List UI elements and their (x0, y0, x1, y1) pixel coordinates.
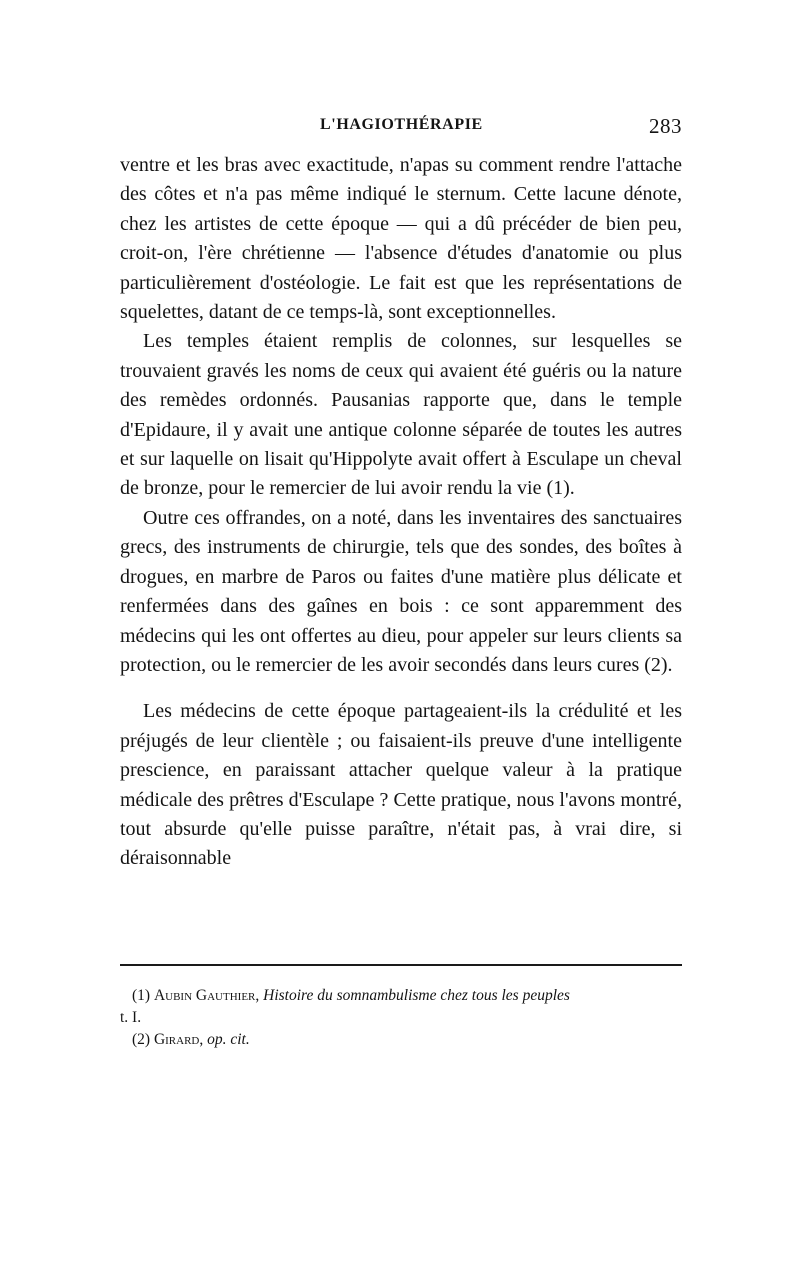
paragraph-continuation: ventre et les bras avec exactitude, n'apas su comment rendre l'attache des côtes et n'a pas même indiqué le sternum. Cette lacune dénote, chez les artistes de cette époque — qui a dû précéder de bien peu, croit-on, l'ère chrétienne — l'absence d'études d'anatomie ou plus particulièrement d'ostéologie. Le fait est que les représentations de squelettes, datant de ce temps-là, sont exceptionnelles. (120, 154, 682, 324)
paragraph-temples: Les temples étaient remplis de colonnes, sur lesquelles se trouvaient gravés les noms de ceux qui avaient été guéris ou la nature des remèdes ordonnés. Pausanias rapporte que, dans le temple d'Epidaure, il y avait une antique colonne séparée de toutes les autres et sur laquelle on lisait qu'Hippolyte avait offert à Esculape un cheval de bronze, pour le remercier de lui avoir rendu la vie (1). (120, 330, 682, 500)
footnote-2 (120, 1029, 682, 1051)
footnote-1-author: Aubin Gauthier, (153, 987, 260, 1004)
footnote-2-number: (2) (132, 1031, 151, 1048)
body-text (120, 151, 682, 874)
footnotes (120, 985, 682, 1051)
paragraph-offrandes: Outre ces offrandes, on a noté, dans les inventaires des sanctuaires grecs, des instruments de chirurgie, tels que des sondes, des boîtes à drogues, en marbre de Paros ou faites d'une matière plus délicate et renfermées dans des gaînes en bois : ce sont apparemment des médecins qui les ont offertes au dieu, pour appeler sur leurs clients sa protection, ou le remercier de les avoir secondés dans leurs cures (2). (120, 506, 682, 676)
running-title: L'HAGIOTHÉRAPIE (320, 116, 483, 133)
page-number: 283 (649, 114, 682, 138)
paragraph-medecins: Les médecins de cette époque partageaient-ils la crédulité et les préjugés de leur clientèle ; ou faisaient-ils preuve d'une intelligente prescience, en paraissant attacher quelque valeur à la pratique médicale des prêtres d'Esculape ? Cette pratique, nous l'avons montré, tout absurde qu'elle puisse paraître, n'était pas, à vrai dire, si déraisonnable (120, 700, 682, 870)
footnote-2-author: Girard, (153, 1031, 204, 1048)
footnote-1-number: (1) (132, 987, 151, 1004)
page-header (120, 116, 682, 140)
footnote-1-continuation: t. I. (120, 1009, 142, 1026)
footnote-1 (120, 985, 682, 1007)
footnote-1-title: Histoire du somnambulisme chez tous les peuples (263, 987, 570, 1004)
footnote-rule (120, 964, 682, 966)
footnote-2-title: op. cit. (207, 1031, 250, 1048)
